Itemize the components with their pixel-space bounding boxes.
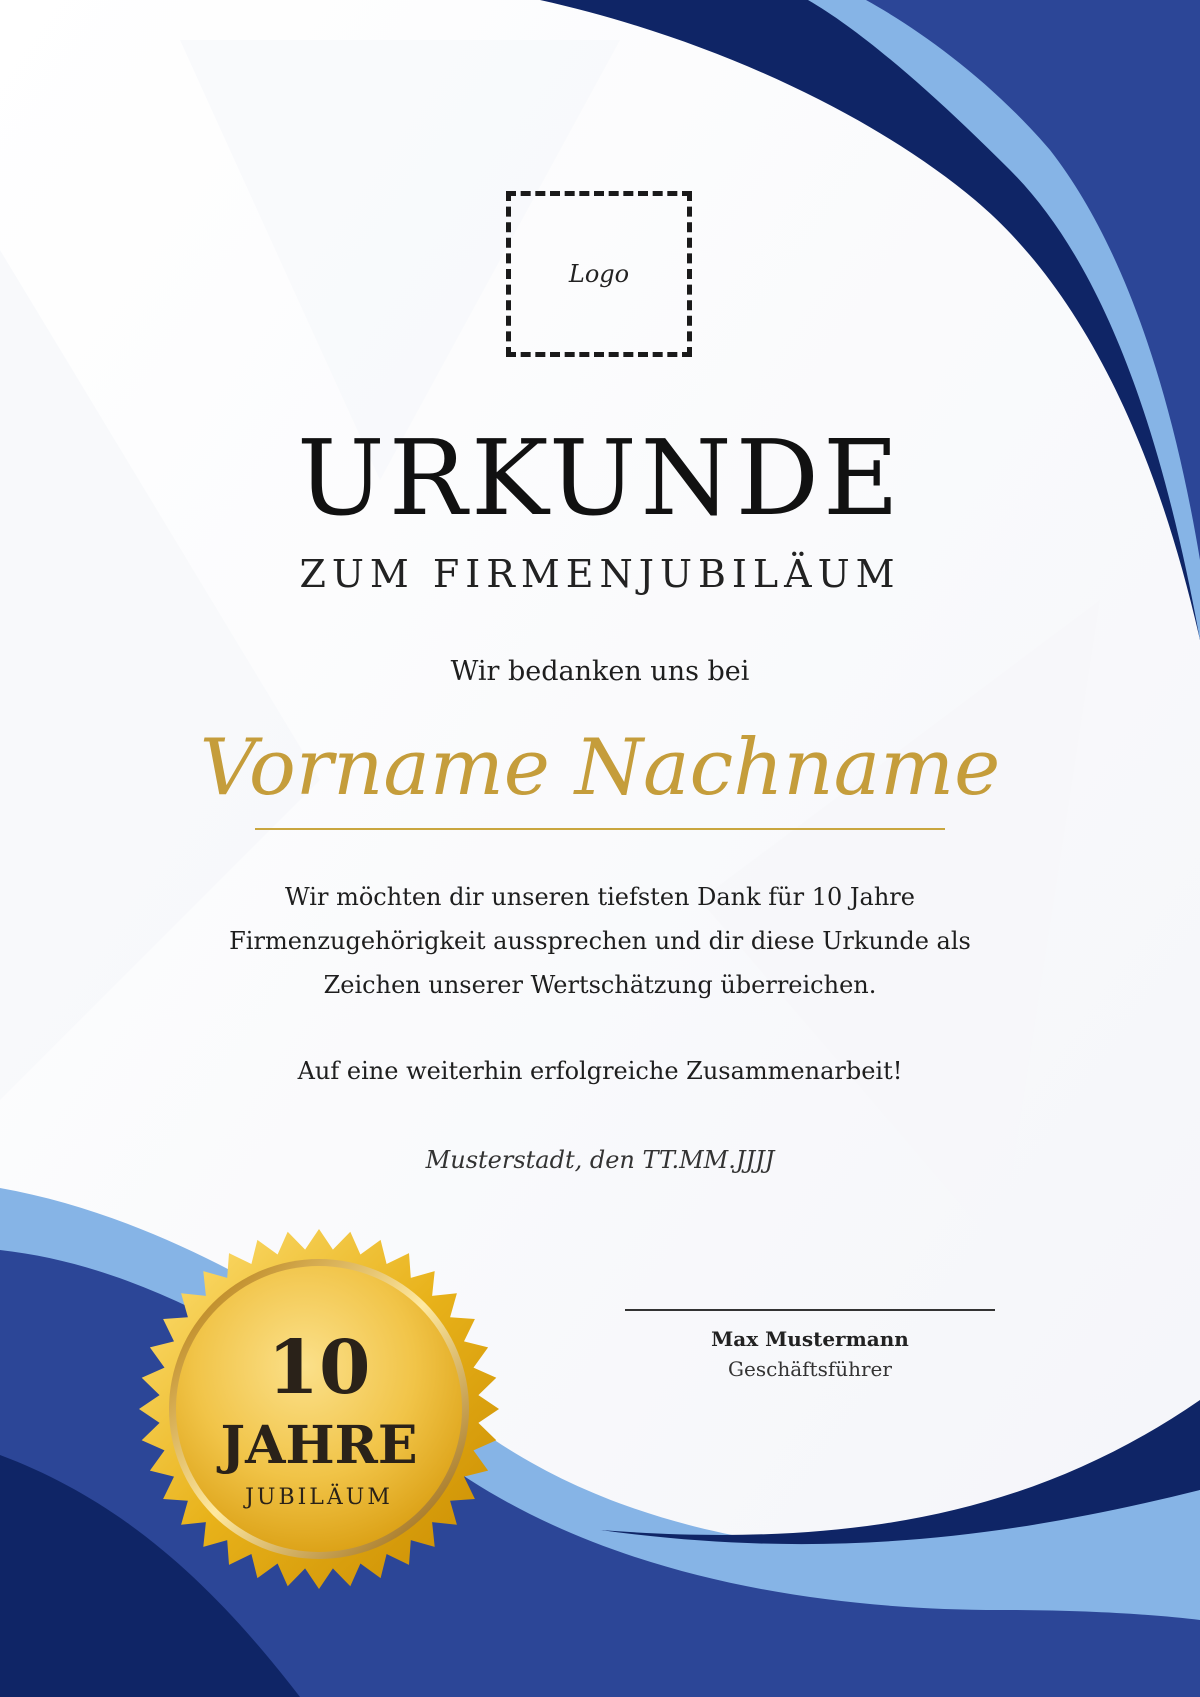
body-line: Wir möchten dir unseren tiefsten Dank für 10 Jahre	[285, 883, 915, 911]
body-text	[0, 875, 1200, 1007]
certificate-subtitle: ZUM FIRMENJUBILÄUM	[299, 552, 901, 596]
closing-text: Auf eine weiterhin erfolgreiche Zusammenarbeit!	[297, 1057, 903, 1085]
seal-label: JAHRE	[220, 1415, 418, 1476]
recipient-name: Vorname Nachname	[199, 723, 1001, 813]
place-date: Musterstadt, den TT.MM.JJJJ	[425, 1146, 775, 1174]
signatory-role: Geschäftsführer	[728, 1357, 892, 1381]
seal-number: 10	[267, 1325, 371, 1411]
signatory-name: Max Mustermann	[711, 1327, 909, 1351]
jubilee-seal	[138, 1228, 500, 1590]
seal-sublabel: JUBILÄUM	[245, 1485, 393, 1510]
body-line: Zeichen unserer Wertschätzung überreichen.	[323, 971, 877, 999]
logo-placeholder: Logo	[506, 191, 692, 357]
signature-line	[625, 1309, 995, 1311]
name-underline	[255, 828, 945, 830]
certificate-title: URKUNDE	[297, 417, 903, 539]
thanks-intro: Wir bedanken uns bei	[450, 656, 750, 687]
body-line: Firmenzugehörigkeit aussprechen und dir diese Urkunde als	[229, 927, 971, 955]
